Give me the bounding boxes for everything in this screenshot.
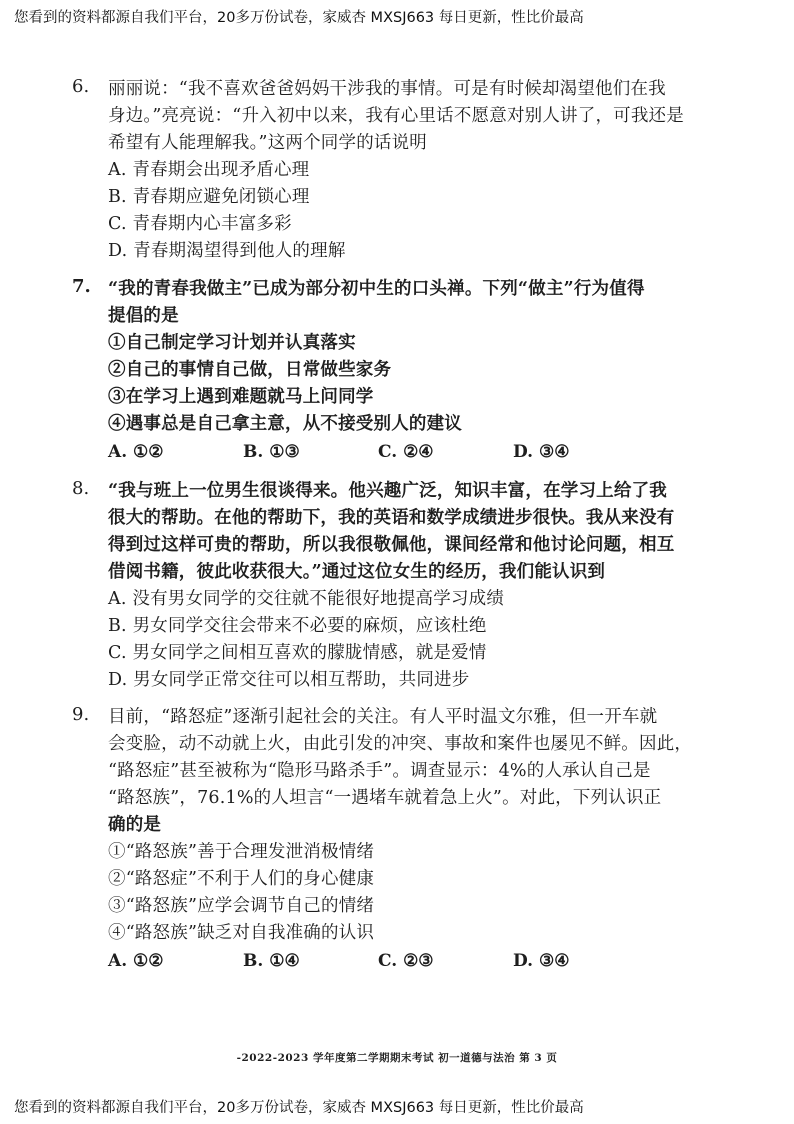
stem-line: 希望有人能理解我。”这两个同学的话说明 (108, 133, 427, 153)
option-d: D. 男女同学正常交往可以相互帮助，共同进步 (108, 670, 470, 690)
choice-d: D. ③④ (513, 951, 570, 971)
option-b: B. 青春期应避免闭锁心理 (108, 187, 310, 207)
statement-1: ①“路怒族”善于合理发泄消极情绪 (108, 842, 375, 862)
stem-line: 得到过这样可贵的帮助，所以我很敬佩他，课间经常和他讨论问题，相互 (108, 535, 675, 555)
stem-line: 目前，“路怒症”逐渐引起社会的关注。有人平时温文尔雅，但一开车就 (108, 707, 658, 727)
stem-line: 身边。”亮亮说：“升入初中以来，我有心里话不愿意对别人讲了，可我还是 (108, 106, 684, 126)
question-6 (72, 76, 732, 265)
option-a: A. 没有男女同学的交往就不能很好地提高学习成绩 (108, 589, 505, 609)
stem-line: “我的青春我做主”已成为部分初中生的口头禅。下列“做主”行为值得 (108, 279, 645, 299)
stem-line: 丽丽说：“我不喜欢爸爸妈妈干涉我的事情。可是有时候却渴望他们在我 (108, 79, 666, 99)
statement-3: ③“路怒族”应学会调节自己的情绪 (108, 896, 375, 916)
stem-line: 确的是 (108, 815, 162, 835)
choice-b: B. ①③ (243, 442, 300, 462)
statement-1: ①自己制定学习计划并认真落实 (108, 333, 356, 353)
answer-choices (108, 947, 732, 975)
statement-3: ③在学习上遇到难题就马上问同学 (108, 387, 374, 407)
stem-line: 会变脸，动不动就上火，由此引发的冲突、事故和案件也屡见不鲜。因此， (108, 734, 693, 754)
choice-c: C. ②③ (378, 951, 434, 971)
option-c: C. 男女同学之间相互喜欢的朦胧情感，就是爱情 (108, 643, 487, 663)
page-footer: -2022-2023 学年度第二学期期末考试 初一道德与法治 第 3 页 (236, 1052, 558, 1064)
choice-c: C. ②④ (378, 442, 434, 462)
question-8 (72, 478, 732, 694)
answer-choices (108, 438, 732, 466)
statement-4: ④“路怒族”缺乏对自我准确的认识 (108, 923, 375, 943)
option-c: C. 青春期内心丰富多彩 (108, 214, 292, 234)
choice-a: A. ①② (108, 442, 164, 462)
choice-d: D. ③④ (513, 442, 570, 462)
stem-line: “路怒症”甚至被称为“隐形马路杀手”。调查显示：4%的人承认自己是 (108, 761, 651, 781)
stem-line: “我与班上一位男生很谈得来。他兴趣广泛，知识丰富，在学习上给了我 (108, 481, 667, 501)
question-9 (72, 704, 732, 975)
statement-2: ②“路怒症”不利于人们的身心健康 (108, 869, 375, 889)
choice-b: B. ①④ (243, 951, 300, 971)
question-7 (72, 276, 732, 466)
bottom-banner: 您看到的资料都源自我们平台，20多万份试卷，家威杏 MXSJ663 每日更新，性比价最高 (14, 1100, 584, 1116)
option-a: A. 青春期会出现矛盾心理 (108, 160, 310, 180)
choice-a: A. ①② (108, 951, 164, 971)
question-number: 7. (72, 276, 91, 297)
question-number: 8. (72, 478, 90, 499)
option-d: D. 青春期渴望得到他人的理解 (108, 241, 346, 261)
question-number: 9. (72, 704, 90, 725)
question-number: 6. (72, 76, 90, 97)
statement-2: ②自己的事情自己做，日常做些家务 (108, 360, 392, 380)
top-banner: 您看到的资料都源自我们平台，20多万份试卷，家威杏 MXSJ663 每日更新，性比价最高 (14, 10, 584, 26)
option-b: B. 男女同学交往会带来不必要的麻烦，应该杜绝 (108, 616, 487, 636)
stem-line: 借阅书籍，彼此收获很大。”通过这位女生的经历，我们能认识到 (108, 562, 606, 582)
stem-line: “路怒族”，76.1%的人坦言“一遇堵车就着急上火”。对此，下列认识正 (108, 788, 662, 808)
statement-4: ④遇事总是自己拿主意，从不接受别人的建议 (108, 414, 462, 434)
stem-line: 提倡的是 (108, 306, 179, 326)
stem-line: 很大的帮助。在他的帮助下，我的英语和数学成绩进步很快。我从来没有 (108, 508, 675, 528)
